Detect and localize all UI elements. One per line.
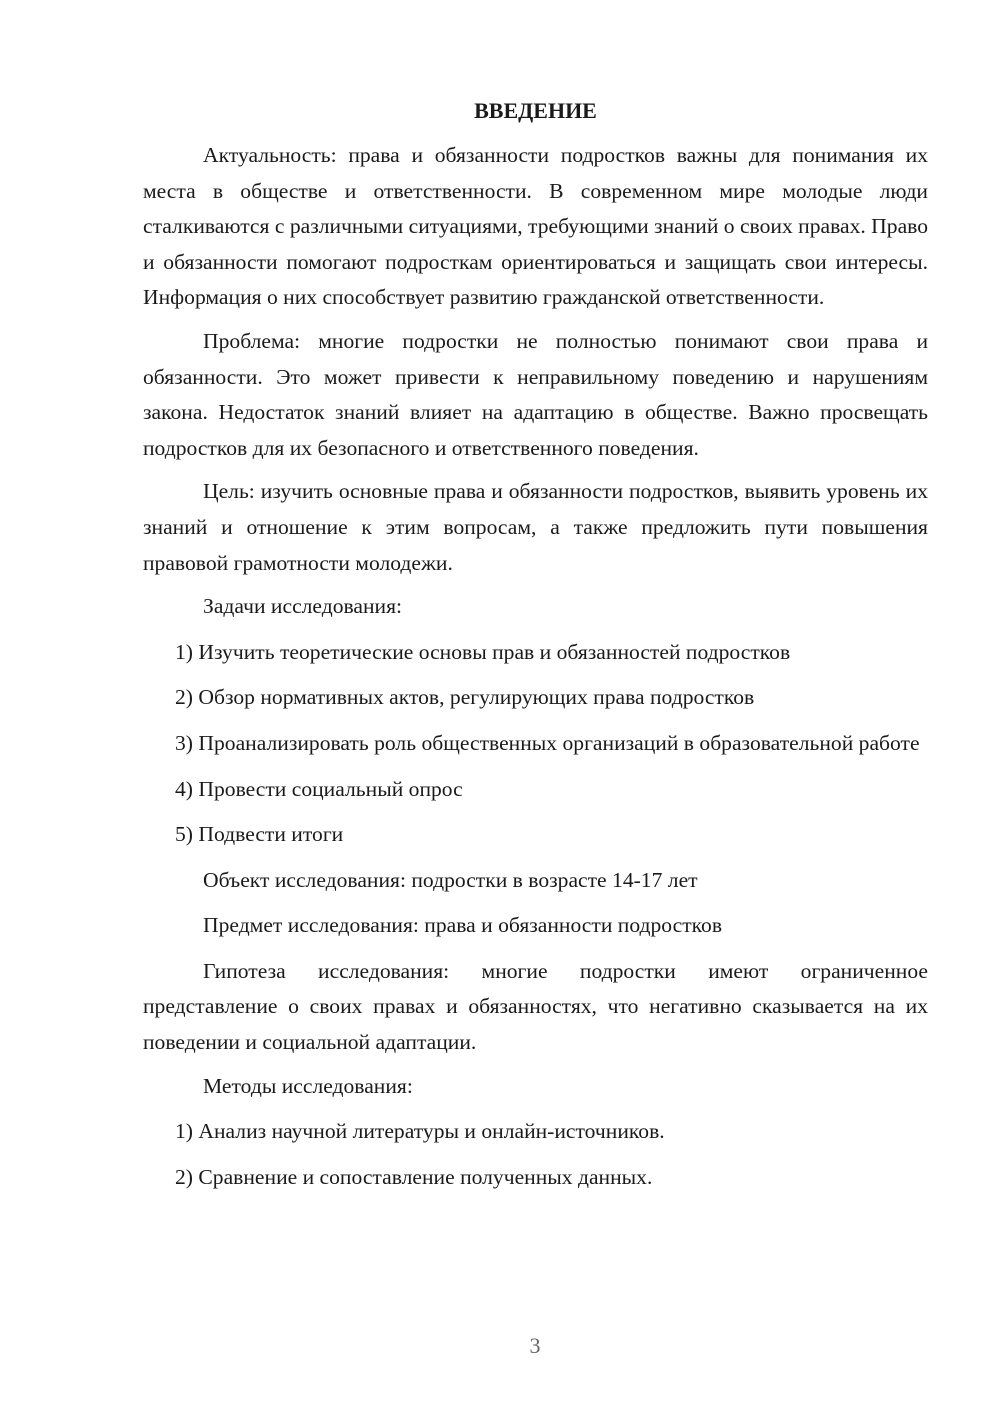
methods-heading: Методы исследования: [203,1073,413,1098]
page-number: 3 [529,1333,541,1358]
problem-paragraph: Проблема: многие подростки не полностью понимают свои права и обязанности. Это может привести к неправильному поведению и нарушениям закона. Недостаток знаний влияет на адаптацию в обществе. Важно просвещать подростков для их безопасного и ответственного поведения. [143,328,928,460]
task-item: 4) Провести социальный опрос [175,776,463,801]
research-object: Объект исследования: подростки в возрасте 14-17 лет [203,867,698,892]
task-item: 5) Подвести итоги [175,822,344,847]
goal-paragraph: Цель: изучить основные права и обязанности подростков, выявить уровень их знаний и отношение к этим вопросам, а также предложить пути повышения правовой грамотности молодежи. [143,479,928,575]
research-subject: Предмет исследования: права и обязанности подростков [203,913,723,938]
document-page [143,96,928,1205]
tasks-heading: Задачи исследования: [203,594,403,619]
method-item: 1) Анализ научной литературы и онлайн-источников. [175,1119,665,1144]
relevance-paragraph: Актуальность: права и обязанности подростков важны для понимания их места в обществе и ответственности. В современном мире молодые люди сталкиваются с различными ситуациями, требующими знаний о своих правах. Право и обязанности помогают подросткам ориентироваться и защищать свои интересы. Информация о них способствует развитию гражданской ответственности. [143,143,928,310]
task-item: 1) Изучить теоретические основы прав и обязанностей подростков [175,639,791,664]
hypothesis-paragraph: Гипотеза исследования: многие подростки имеют ограниченное представление о своих правах и обязанностях, что негативно сказывается на их поведении и социальной адаптации. [143,958,928,1055]
page-title: ВВЕДЕНИЕ [474,98,597,123]
task-item: 3) Проанализировать роль общественных организаций в образовательной работе [175,730,920,755]
task-item: 2) Обзор нормативных актов, регулирующих права подростков [175,685,755,710]
method-item: 2) Сравнение и сопоставление полученных данных. [175,1164,653,1189]
